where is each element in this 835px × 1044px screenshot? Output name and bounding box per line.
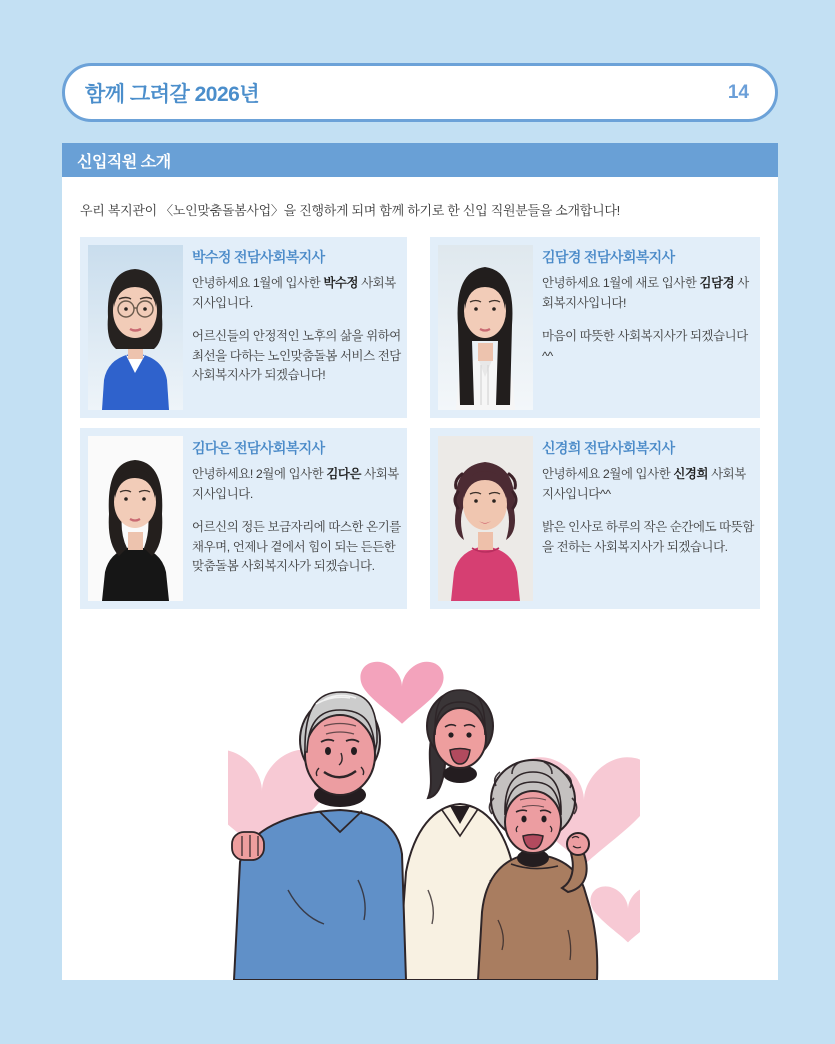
staff-photo-4 [438,436,533,601]
staff-card-3 [80,428,407,609]
staff-photo-1 [88,245,183,410]
staff-card-2-text [542,245,754,410]
staff-card-2 [430,237,760,418]
staff-card-1 [80,237,407,418]
staff-card-1-title: 박수정 전담사회복지사 [192,249,325,265]
elderly-care-illustration [228,640,640,980]
staff-card-2-message: 마음이 따뜻한 사회복지사가 되겠습니다 ^^ [542,328,748,363]
staff-card-4-title: 신경희 전담사회복지사 [542,440,675,456]
staff-card-3-title: 김다은 전담사회복지사 [192,440,325,456]
page-number: 14 [727,81,749,103]
staff-photo-3 [88,436,183,601]
staff-card-4-message: 밝은 인사로 하루의 작은 순간에도 따뜻함을 전하는 사회복지사가 되겠습니다. [542,519,754,554]
caregiver-hand [232,832,264,860]
staff-card-1-text [192,245,401,410]
staff-card-3-message: 어르신의 정든 보금자리에 따스한 온기를 채우며, 언제나 곁에서 힘이 되는 든든한 맞춤돌봄 사회복지사가 되겠습니다. [192,519,401,574]
section-header-bar [62,143,778,177]
staff-card-4-greeting: 안녕하세요 2월에 입사한 신경희 사회복지사입니다^^ [542,467,746,501]
page-title: 함께 그려갈 2026년 [85,82,260,106]
staff-card-1-greeting: 안녕하세요 1월에 입사한 박수정 사회복지사입니다. [192,276,396,310]
staff-photo-2 [438,245,533,410]
staff-card-3-text [192,436,401,601]
staff-cards-grid [80,237,760,609]
section-title: 신입직원 소개 [77,153,171,171]
heart-icon-pale-bottom-right [590,886,640,942]
page-header [62,63,778,122]
staff-card-4-text [542,436,754,601]
staff-card-2-title: 김담경 전담사회복지사 [542,249,675,265]
staff-card-3-greeting: 안녕하세요! 2월에 입사한 김다은 사회복지사입니다. [192,467,399,501]
content-area [62,143,778,980]
intro-text: 우리 복지관이 〈노인맞춤돌봄사업〉을 진행하게 되며 함께 하기로 한 신입 직원분들을 소개합니다! [80,203,620,218]
staff-card-4 [430,428,760,609]
staff-card-1-message: 어르신들의 안정적인 노후의 삶을 위하여 최선을 다하는 노인맞춤돌봄 서비스 전담사회복지사가 되겠습니다! [192,328,401,383]
staff-card-2-greeting: 안녕하세요 1월에 새로 입사한 김담경 사회복지사입니다! [542,276,749,310]
